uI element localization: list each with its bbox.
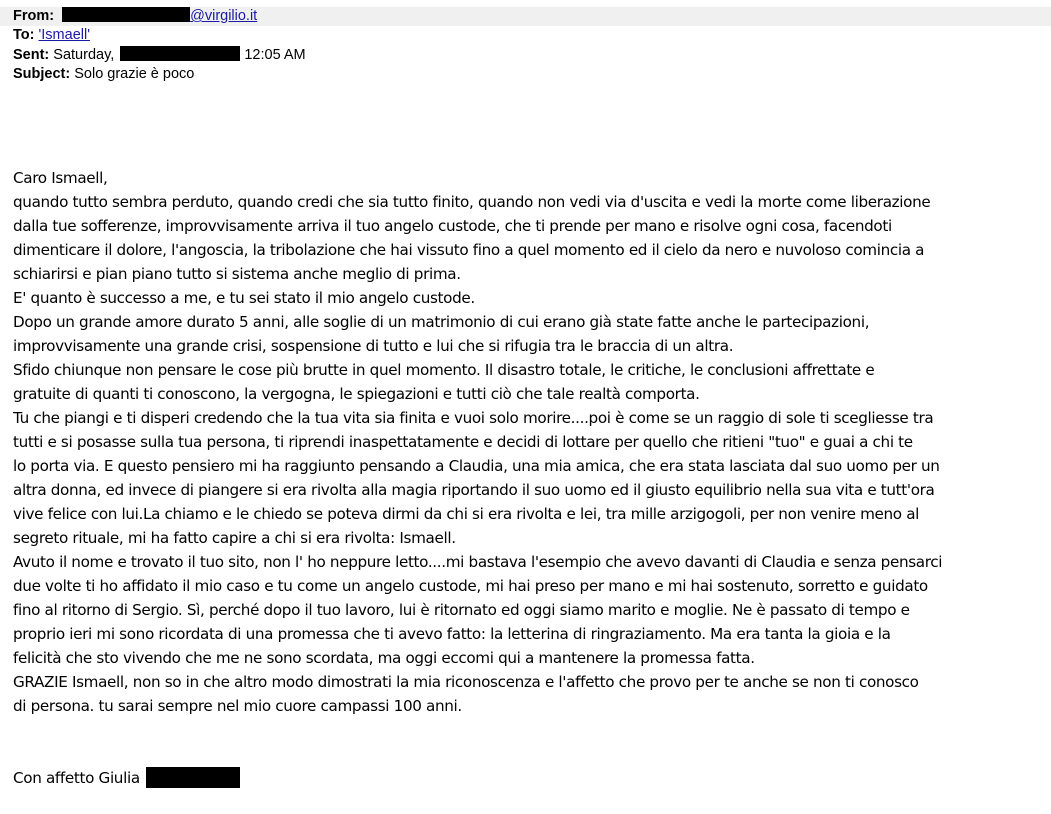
sent-day: Saturday,	[53, 46, 115, 63]
body-line: lo porta via. E questo pensiero mi ha raggiunto pensando a Claudia, una mia amica, che era stata lasciata dal suo uomo per un	[13, 457, 940, 475]
body-line: GRAZIE Ismaell, non so in che altro modo dimostrati la mia riconoscenza e l'affetto che provo per te anche se non ti conosco	[13, 673, 919, 691]
body-line: fino al ritorno di Sergio. Sì, perché dopo il tuo lavoro, lui è ritornato ed oggi siamo marito e moglie. Ne è passato di tempo e	[13, 601, 910, 619]
body-line: Avuto il nome e trovato il tuo sito, non l' ho neppure letto....mi bastava l'esempio che avevo davanti di Claudia e senza pensarci	[13, 553, 943, 571]
from-label: From:	[13, 8, 55, 24]
email-body	[13, 118, 1043, 814]
email-header	[0, 7, 1051, 84]
redacted-sent-date	[120, 46, 240, 61]
body-line: felicità che sto vivendo che me ne sono scordata, ma oggi eccomi qui a mantenere la promessa fatta.	[13, 649, 755, 667]
sent-row	[0, 46, 1051, 65]
signature-line	[13, 766, 1043, 790]
body-line: Tu che piangi e ti disperi credendo che la tua vita sia finita e vuoi solo morire....poi è come se un raggio di sole ti scegliesse tra	[13, 409, 934, 427]
sent-time: 12:05 AM	[244, 46, 306, 63]
redacted-sender-name	[62, 7, 190, 22]
from-email-link[interactable]: @virgilio.it	[190, 8, 258, 24]
from-row	[0, 7, 1051, 26]
body-line: altra donna, ed invece di piangere si era rivolta alla magia riportando il suo uomo ed il giusto equilibrio nella sua vita e tutt'ora	[13, 481, 935, 499]
body-line: Dopo un grande amore durato 5 anni, alle soglie di un matrimonio di cui erano già state fatte anche le partecipazioni,	[13, 313, 870, 331]
body-line: due volte ti ho affidato il mio caso e tu come un angelo custode, mi hai preso per mano e mi hai sostenuto, sorretto e guidato	[13, 577, 928, 595]
to-label: To:	[13, 27, 35, 44]
to-row	[0, 26, 1051, 45]
body-line: quando tutto sembra perduto, quando credi che sia tutto finito, quando non vedi via d'uscita e vedi la morte come liberazione	[13, 193, 931, 211]
body-line: di persona. tu sarai sempre nel mio cuore campassi 100 anni.	[13, 697, 462, 715]
body-line: dimenticare il dolore, l'angoscia, la tribolazione che hai vissuto fino a quel momento ed il cielo da nero e nuvoloso comincia a	[13, 241, 925, 259]
to-recipient-link[interactable]: 'Ismaell'	[38, 27, 90, 44]
redacted-signature-name	[146, 767, 240, 788]
email-body-lines	[13, 166, 1043, 718]
body-line: improvvisamente una grande crisi, sospensione di tutto e lui che si rifugia tra le braccia di un altra.	[13, 337, 734, 355]
sent-label: Sent:	[13, 46, 50, 63]
subject-row	[0, 65, 1051, 84]
body-line: dalla tue sofferenze, improvvisamente arriva il tuo angelo custode, che ti prende per mano e risolve ogni cosa, facendoti	[13, 217, 892, 235]
body-line: Sfido chiunque non pensare le cose più brutte in quel momento. Il disastro totale, le critiche, le conclusioni affrettate e	[13, 361, 875, 379]
body-line: schiarirsi e pian piano tutto si sistema anche meglio di prima.	[13, 265, 461, 283]
subject-label: Subject:	[13, 65, 71, 82]
body-line: gratuite di quanti ti conoscono, la vergogna, le spiegazioni e tutti ciò che tale realtà comporta.	[13, 385, 700, 403]
body-line: segreto rituale, mi ha fatto capire a chi si era rivolta: Ismaell.	[13, 529, 456, 547]
signature-text: Con affetto Giulia	[13, 769, 140, 787]
body-line: vive felice con lui.La chiamo e le chiedo se poteva dirmi da chi si era rivolta e lei, tra mille arzigogoli, per non venire meno al	[13, 505, 920, 523]
body-line: Caro Ismaell,	[13, 169, 108, 187]
body-line: proprio ieri mi sono ricordata di una promessa che ti avevo fatto: la letterina di ringraziamento. Ma era tanta la gioia e la	[13, 625, 891, 643]
body-line: E' quanto è successo a me, e tu sei stato il mio angelo custode.	[13, 289, 475, 307]
subject-value: Solo grazie è poco	[74, 65, 195, 82]
body-line: tutti e si posasse sulla tua persona, ti riprendi inaspettatamente e decidi di lottare per quello che ritieni "tuo" e guai a chi te	[13, 433, 913, 451]
